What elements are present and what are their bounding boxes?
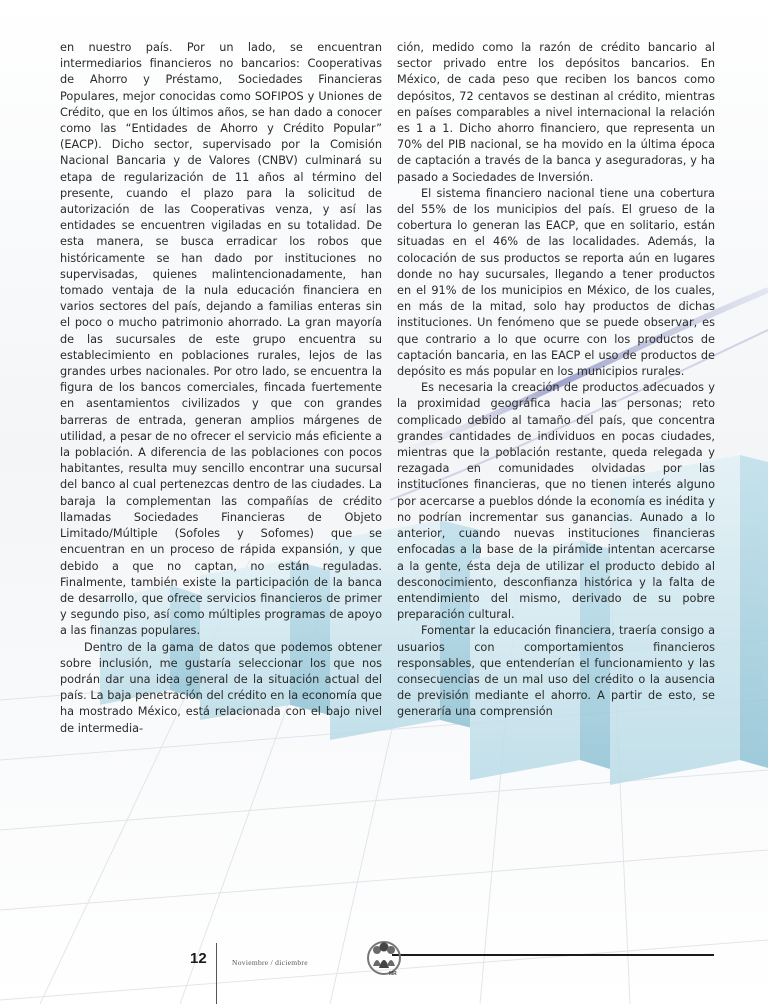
- publisher-logo-icon: [362, 936, 406, 976]
- footer-rule: [392, 954, 714, 956]
- issue-date: Noviembre / diciembre: [232, 958, 308, 967]
- article-paragraph: Es necesaria la creación de productos adecuados y la proximidad geográfica hacia las personas; reto complicado debido al tamaño del país, que concentra grandes cantidades de individuos en pocas ciudades, mientras que la población restante, queda relegada y rezagada en comunidades olvidadas por las instituciones financieras, que no tienen interés alguno por acercarse a pueblos dónde la economía es inédita y no podrían incrementar sus ganancias. Aunado a lo anterior, cuando nuevas instituciones financieras enfocadas a la base de la pirámide intentan acercarse a la gente, ésta deja de utilizar el producto debido al desconocimiento, desconfianza histórica y la falta de entendimiento del mismo, derivado de su pobre preparación cultural.: [397, 381, 715, 622]
- article-column-right: [397, 40, 715, 721]
- article-paragraph: Fomentar la educación financiera, traería consigo a usuarios con comportamientos financieros responsables, que entenderían el funcionamiento y las consecuencias de un mal uso del crédito o la ausencia de previsión mediante el ahorro. A partir de esto, se generaría una comprensión: [397, 624, 715, 719]
- article-paragraph: Dentro de la gama de datos que podemos obtener sobre inclusión, me gustaría seleccionar los que nos podrán dar una idea general de la situación actual del país. La baja penetración del crédito en la economía que ha mostrado México, está relacionada con el bajo nivel de intermedia-: [60, 640, 382, 735]
- footer-divider: [216, 943, 217, 1004]
- article-paragraph: ción, medido como la razón de crédito bancario al sector privado entre los depósitos bancarios. En México, de cada peso que reciben los bancos como depósitos, 72 centavos se destinan al crédito, mientras en países comparables a nivel internacional la relación es 1 a 1. Dicho ahorro financiero, que representa un 70% del PIB nacional, se ha movido en la última época de captación a través de la banca y aseguradoras, y ha pasado a Sociedades de Inversión.: [397, 41, 715, 184]
- article-paragraph: El sistema financiero nacional tiene una cobertura del 55% de los municipios del país. El grueso de la cobertura lo generan las EACP, que en solitario, están situadas en el 46% de las localidades. Además, la colocación de sus productos se reporta aún en lugares donde no hay sucursales, llegando a tener productos en el 91% de los municipios en México, de los cuales, en más de la mitad, solo hay productos de dichas instituciones. Un fenómeno que se puede observar, es que contrario a lo que ocurre con los productos de captación bancaria, en las EACP el uso de productos de depósito es más popular en los municipios rurales.: [397, 186, 715, 379]
- logo-mark: MR: [389, 971, 397, 976]
- page-footer: [0, 930, 768, 1004]
- article-paragraph: en nuestro país. Por un lado, se encuentran intermediarios financieros no bancarios: Cooperativas de Ahorro y Préstamo, Sociedades Financieras Populares, mejor conocidas como SOFIPOS y Uniones de Crédito, que en los últimos años, se han dado a conocer como las “Entidades de Ahorro y Crédito Popular” (EACP). Dicho sector, supervisado por la Comisión Nacional Bancaria y de Valores (CNBV) culminará su etapa de regularización de 11 años al término del presente, cuando el plazo para la solicitud de autorización de las Cooperativas venza, y así las entidades se encuentren vigiladas en su totalidad. De esta manera, se busca erradicar los robos que históricamente se han dado por instituciones no supervisadas, quienes malintencionadamente, han tomado ventaja de la nula educación financiera en varios sectores del país, dejando a familias enteras sin el poco o mucho patrimonio ahorrado. La gran mayoría de las sucursales de este grupo encuentra su establecimiento en poblaciones rurales, lejos de las grandes urbes nacionales. Por otro lado, se encuentra la figura de los bancos comerciales, fincada fuertemente en asentamientos civilizados y que con grandes barreras de entrada, generan amplios márgenes de utilidad, a pesar de no ofrecer el servicio más eficiente a la población. A diferencia de las poblaciones con pocos habitantes, resulta muy sencillo encontrar una sucursal del banco al cual pertenezcas dentro de las ciudades. La baraja la complementan las compañías de crédito llamadas Sociedades Financieras de Objeto Limitado/Múltiple (Sofoles y Sofomes) que se encuentran en un proceso de rápida expansión, y que debido a que no captan, no están reguladas. Finalmente, también existe la participación de la banca de desarrollo, que ofrece servicios financieros de primer y segundo piso, así como múltiples programas de apoyo a las finanzas populares.: [60, 41, 382, 638]
- page-number: 12: [190, 950, 207, 967]
- article-column-left: [60, 40, 382, 737]
